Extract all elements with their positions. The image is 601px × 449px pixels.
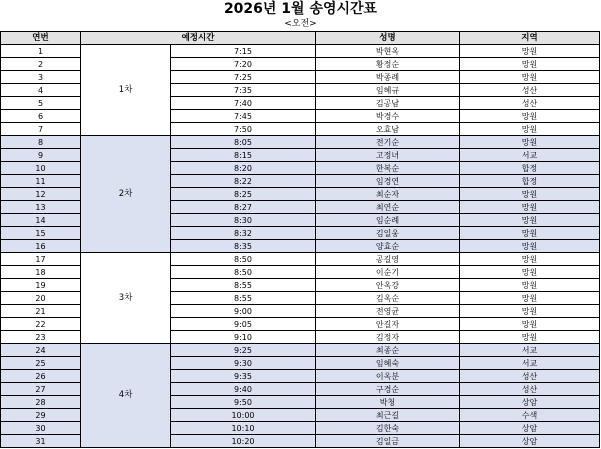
row-number: 8 xyxy=(1,136,81,149)
row-time: 9:00 xyxy=(171,305,316,318)
row-time: 9:05 xyxy=(171,318,316,331)
row-region: 서교 xyxy=(460,357,600,370)
trip-group-label: 3차 xyxy=(81,253,171,344)
row-number: 2 xyxy=(1,58,81,71)
row-region: 상암 xyxy=(460,396,600,409)
row-number: 27 xyxy=(1,383,81,396)
row-number: 19 xyxy=(1,279,81,292)
row-region: 망원 xyxy=(460,331,600,344)
row-number: 25 xyxy=(1,357,81,370)
row-time: 8:55 xyxy=(171,279,316,292)
row-number: 15 xyxy=(1,227,81,240)
row-number: 1 xyxy=(1,45,81,58)
row-name: 오효남 xyxy=(316,123,460,136)
row-time: 8:22 xyxy=(171,175,316,188)
row-name: 전기순 xyxy=(316,136,460,149)
row-name: 구경순 xyxy=(316,383,460,396)
row-region: 수색 xyxy=(460,409,600,422)
row-number: 9 xyxy=(1,149,81,162)
row-name: 박종례 xyxy=(316,71,460,84)
row-name: 임혜숙 xyxy=(316,357,460,370)
trip-group-label: 1차 xyxy=(81,45,171,136)
row-region: 망원 xyxy=(460,318,600,331)
row-name: 전영균 xyxy=(316,305,460,318)
row-name: 박청 xyxy=(316,396,460,409)
header-no: 연번 xyxy=(1,32,81,45)
row-number: 28 xyxy=(1,396,81,409)
row-number: 14 xyxy=(1,214,81,227)
row-number: 17 xyxy=(1,253,81,266)
row-time: 8:50 xyxy=(171,266,316,279)
row-name: 최순자 xyxy=(316,188,460,201)
row-region: 서교 xyxy=(460,149,600,162)
schedule-body xyxy=(1,45,600,448)
row-region: 망원 xyxy=(460,123,600,136)
row-number: 22 xyxy=(1,318,81,331)
row-name: 박현옥 xyxy=(316,45,460,58)
row-number: 26 xyxy=(1,370,81,383)
row-name: 김한숙 xyxy=(316,422,460,435)
row-region: 망원 xyxy=(460,305,600,318)
row-name: 최근길 xyxy=(316,409,460,422)
row-time: 7:25 xyxy=(171,71,316,84)
row-region: 망원 xyxy=(460,110,600,123)
header-name: 성명 xyxy=(316,32,460,45)
row-time: 9:50 xyxy=(171,396,316,409)
row-region: 성산 xyxy=(460,97,600,110)
row-time: 10:00 xyxy=(171,409,316,422)
row-time: 8:15 xyxy=(171,149,316,162)
row-region: 상암 xyxy=(460,435,600,448)
row-time: 8:27 xyxy=(171,201,316,214)
row-number: 24 xyxy=(1,344,81,357)
row-time: 9:10 xyxy=(171,331,316,344)
row-time: 10:20 xyxy=(171,435,316,448)
row-region: 망원 xyxy=(460,227,600,240)
row-time: 9:40 xyxy=(171,383,316,396)
row-time: 7:35 xyxy=(171,84,316,97)
row-region: 성산 xyxy=(460,84,600,97)
header-region: 지역 xyxy=(460,32,600,45)
row-time: 10:10 xyxy=(171,422,316,435)
row-number: 16 xyxy=(1,240,81,253)
row-name: 황정순 xyxy=(316,58,460,71)
row-time: 8:35 xyxy=(171,240,316,253)
row-number: 11 xyxy=(1,175,81,188)
row-time: 8:05 xyxy=(171,136,316,149)
row-region: 성산 xyxy=(460,370,600,383)
row-name: 이옥분 xyxy=(316,370,460,383)
row-time: 9:35 xyxy=(171,370,316,383)
row-number: 20 xyxy=(1,292,81,305)
row-region: 합정 xyxy=(460,175,600,188)
row-region: 망원 xyxy=(460,292,600,305)
row-name: 공길영 xyxy=(316,253,460,266)
schedule-table xyxy=(0,31,600,448)
row-name: 임경연 xyxy=(316,175,460,188)
row-number: 5 xyxy=(1,97,81,110)
row-region: 합정 xyxy=(460,162,600,175)
row-name: 김옥순 xyxy=(316,292,460,305)
row-name: 김정자 xyxy=(316,331,460,344)
row-time: 9:25 xyxy=(171,344,316,357)
page-subtitle: <오전> xyxy=(284,19,317,29)
row-name: 이순기 xyxy=(316,266,460,279)
row-name: 양효순 xyxy=(316,240,460,253)
row-name: 고정녀 xyxy=(316,149,460,162)
row-time: 8:25 xyxy=(171,188,316,201)
row-number: 23 xyxy=(1,331,81,344)
row-region: 망원 xyxy=(460,201,600,214)
row-region: 망원 xyxy=(460,214,600,227)
row-number: 30 xyxy=(1,422,81,435)
row-number: 3 xyxy=(1,71,81,84)
row-region: 망원 xyxy=(460,45,600,58)
row-number: 10 xyxy=(1,162,81,175)
row-time: 9:30 xyxy=(171,357,316,370)
row-time: 7:15 xyxy=(171,45,316,58)
row-time: 7:20 xyxy=(171,58,316,71)
row-number: 7 xyxy=(1,123,81,136)
header-time: 예정시간 xyxy=(81,32,316,45)
row-name: 최종순 xyxy=(316,344,460,357)
row-region: 망원 xyxy=(460,188,600,201)
table-row xyxy=(1,45,600,58)
row-number: 6 xyxy=(1,110,81,123)
row-region: 망원 xyxy=(460,71,600,84)
row-name: 임혜규 xyxy=(316,84,460,97)
row-region: 망원 xyxy=(460,136,600,149)
row-region: 망원 xyxy=(460,279,600,292)
header-row xyxy=(1,32,600,45)
table-row xyxy=(1,136,600,149)
table-row xyxy=(1,253,600,266)
row-name: 안옥강 xyxy=(316,279,460,292)
row-time: 8:20 xyxy=(171,162,316,175)
row-number: 13 xyxy=(1,201,81,214)
row-number: 18 xyxy=(1,266,81,279)
row-region: 망원 xyxy=(460,58,600,71)
row-name: 김일웅 xyxy=(316,227,460,240)
row-name: 임순례 xyxy=(316,214,460,227)
row-region: 상암 xyxy=(460,422,600,435)
row-time: 8:50 xyxy=(171,253,316,266)
row-region: 서교 xyxy=(460,344,600,357)
row-name: 한복순 xyxy=(316,162,460,175)
row-time: 7:50 xyxy=(171,123,316,136)
page-title: 2026년 1월 송영시간표 xyxy=(223,1,378,17)
row-name: 김공남 xyxy=(316,97,460,110)
trip-group-label: 4차 xyxy=(81,344,171,448)
row-time: 7:45 xyxy=(171,110,316,123)
row-region: 망원 xyxy=(460,253,600,266)
row-name: 김일금 xyxy=(316,435,460,448)
row-number: 12 xyxy=(1,188,81,201)
row-time: 8:30 xyxy=(171,214,316,227)
row-number: 29 xyxy=(1,409,81,422)
trip-group-label: 2차 xyxy=(81,136,171,253)
table-row xyxy=(1,344,600,357)
row-name: 안길자 xyxy=(316,318,460,331)
row-time: 8:55 xyxy=(171,292,316,305)
row-number: 31 xyxy=(1,435,81,448)
row-name: 최연순 xyxy=(316,201,460,214)
row-name: 박경수 xyxy=(316,110,460,123)
row-number: 21 xyxy=(1,305,81,318)
row-region: 망원 xyxy=(460,240,600,253)
row-time: 7:40 xyxy=(171,97,316,110)
row-time: 8:32 xyxy=(171,227,316,240)
row-number: 4 xyxy=(1,84,81,97)
row-region: 성산 xyxy=(460,383,600,396)
row-region: 망원 xyxy=(460,266,600,279)
